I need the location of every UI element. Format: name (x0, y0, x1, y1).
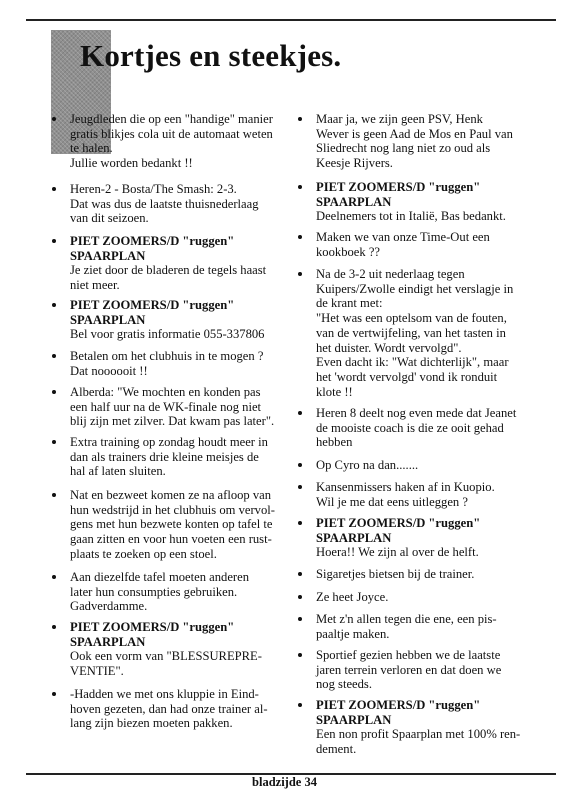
list-item (50, 435, 322, 479)
item-text-line: Kansenmissers haken af in Kuopio. (316, 480, 495, 494)
item-text-line: Gadverdamme. (70, 599, 148, 614)
item-text-line: het 'wordt vervolgd' vond ik ronduit (316, 369, 498, 384)
list-item (50, 687, 322, 731)
item-text-line: Heren 8 deelt nog even mede dat Jeanet (316, 406, 517, 420)
item-text-line: Dat was dus de laatste thuisnederlaag (70, 196, 259, 211)
item-text-line: Wever is geen Aad de Mos en Paul van (316, 126, 513, 141)
item-text-line: Ze heet Joyce. (316, 590, 389, 604)
item-text-line: later hun consumpties gebruiken. (70, 584, 238, 599)
item-heading-line: SPAARPLAN (316, 530, 392, 545)
item-heading-line: PIET ZOOMERS/D "ruggen" (70, 620, 235, 634)
item-heading-line: PIET ZOOMERS/D "ruggen" (70, 234, 235, 248)
item-heading-line: PIET ZOOMERS/D "ruggen" (316, 516, 481, 530)
list-item (296, 180, 569, 224)
list-item (50, 349, 322, 378)
item-text-line: hebben (316, 435, 353, 450)
item-heading-line: SPAARPLAN (316, 712, 392, 727)
item-text-line: Sliedrecht nog lang niet zo oud als (316, 141, 491, 156)
item-text-line: Alberda: "We mochten en konden pas (70, 385, 261, 399)
page-title: Kortjes en steekjes. (80, 38, 342, 73)
list-item (296, 267, 569, 399)
item-heading-line: SPAARPLAN (70, 634, 146, 649)
list-item (50, 234, 322, 293)
item-text-line: Jullie worden bedankt !! (70, 156, 193, 171)
item-text-line: Jeugdleden die op een "handige" manier (70, 112, 273, 126)
list-item (296, 567, 569, 582)
item-text-line: lang zijn biezen moeten pakken. (70, 716, 233, 731)
page-number: bladzijde 34 (252, 775, 317, 789)
item-text-line: Keesje Rijvers. (316, 156, 393, 171)
item-text-line: Maken we van onze Time-Out een (316, 230, 490, 244)
item-text-line: plaats te zoeken op een stoel. (70, 546, 217, 561)
item-text-line: kookboek ?? (316, 244, 380, 259)
item-text-line: Kuipers/Zwolle eindigt het verslagje in (316, 281, 514, 296)
item-text-line: Heren-2 - Bosta/The Smash: 2-3. (70, 182, 237, 196)
item-text-line: dan als trainers drie kleine meisjes de (70, 449, 259, 464)
item-text-line: Na de 3-2 uit nederlaag tegen (316, 267, 465, 281)
item-text-line: te halen. (70, 141, 113, 156)
list-item (296, 406, 569, 450)
item-text-line: Even dacht ik: "Wat dichterlijk", maar (316, 355, 509, 370)
item-text-line: Op Cyro na dan....... (316, 458, 419, 472)
item-text-line: Met z'n allen tegen die ene, een pis- (316, 612, 497, 626)
item-text-line: jaren terrein verloren en dat doen we (316, 662, 502, 677)
item-text-line: het duister. Wordt vervolgd". (316, 340, 462, 355)
list-item (50, 488, 322, 562)
list-item (50, 620, 322, 679)
item-text-line: Een non profit Spaarplan met 100% ren- (316, 727, 521, 742)
item-text-line: -Hadden we met ons kluppie in Eind- (70, 687, 259, 701)
item-text-line: de krant met: (316, 296, 383, 311)
item-heading-line: PIET ZOOMERS/D "ruggen" (70, 298, 235, 312)
item-text-line: van de vertwijfeling, van het tasten in (316, 325, 506, 340)
item-text-line: Bel voor gratis informatie 055-337806 (70, 327, 265, 342)
item-text-line: Sportief gezien hebben we de laatste (316, 648, 501, 662)
item-text-line: Hoera!! We zijn al over de helft. (316, 545, 479, 560)
item-heading-line: PIET ZOOMERS/D "ruggen" (316, 698, 481, 712)
item-text-line: gratis blikjes cola uit de automaat weten (70, 126, 273, 141)
item-text-line: blij zijn met zilver. Dat kwam pas later". (70, 414, 275, 429)
list-item (296, 612, 569, 641)
item-heading-line: PIET ZOOMERS/D "ruggen" (316, 180, 481, 194)
list-item (296, 230, 569, 259)
list-item (50, 570, 322, 614)
item-text-line: klote !! (316, 384, 353, 399)
item-text-line: gens met hun bezwete konten op tafel te (70, 517, 273, 532)
item-text-line: niet meer. (70, 278, 120, 293)
item-text-line: Dat noooooit !! (70, 363, 148, 378)
item-heading-line: SPAARPLAN (316, 194, 392, 209)
item-heading-line: SPAARPLAN (70, 312, 146, 327)
item-text-line: Ook een vorm van "BLESSUREPRE- (70, 649, 262, 664)
item-text-line: een half uur na de WK-finale nog niet (70, 399, 262, 414)
item-text-line: nog steeds. (316, 677, 372, 692)
list-item (296, 458, 569, 473)
item-text-line: Maar ja, we zijn geen PSV, Henk (316, 112, 483, 126)
item-text-line: de mooiste coach is die ze ooit gehad (316, 420, 504, 435)
item-text-line: Deelnemers tot in Italië, Bas bedankt. (316, 209, 506, 224)
item-text-line: hoven gezeten, dan had onze trainer al- (70, 701, 268, 716)
item-text-line: Sigaretjes bietsen bij de trainer. (316, 567, 475, 581)
list-item (296, 480, 569, 509)
list-item (50, 182, 322, 226)
item-text-line: hal af laten sluiten. (70, 464, 166, 479)
item-text-line: dement. (316, 742, 357, 757)
list-item (296, 516, 569, 560)
item-heading-line: SPAARPLAN (70, 248, 146, 263)
list-item (296, 648, 569, 692)
item-text-line: Wil je me dat eens uitleggen ? (316, 494, 468, 509)
item-text-line: gaan zitten en voor hun voeten een rust- (70, 532, 272, 547)
list-item (296, 590, 569, 605)
list-item (50, 298, 322, 342)
item-text-line: Betalen om het clubhuis in te mogen ? (70, 349, 264, 363)
item-text-line: Nat en bezweet komen ze na afloop van (70, 488, 272, 502)
list-item (50, 385, 322, 429)
item-text-line: paaltje maken. (316, 626, 390, 641)
item-text-line: "Het was een optelsom van de fouten, (316, 311, 507, 326)
item-text-line: VENTIE". (70, 664, 124, 679)
item-text-line: Je ziet door de bladeren de tegels haast (70, 263, 267, 278)
list-item (296, 698, 569, 757)
top-rule (26, 19, 556, 21)
list-item (50, 112, 322, 171)
item-text-line: Aan diezelfde tafel moeten anderen (70, 570, 250, 584)
item-text-line: hun wedstrijd in het clubhuis om vervol- (70, 502, 275, 517)
item-text-line: van dit seizoen. (70, 211, 149, 226)
list-item (296, 112, 569, 171)
item-text-line: Extra training op zondag houdt meer in (70, 435, 268, 449)
